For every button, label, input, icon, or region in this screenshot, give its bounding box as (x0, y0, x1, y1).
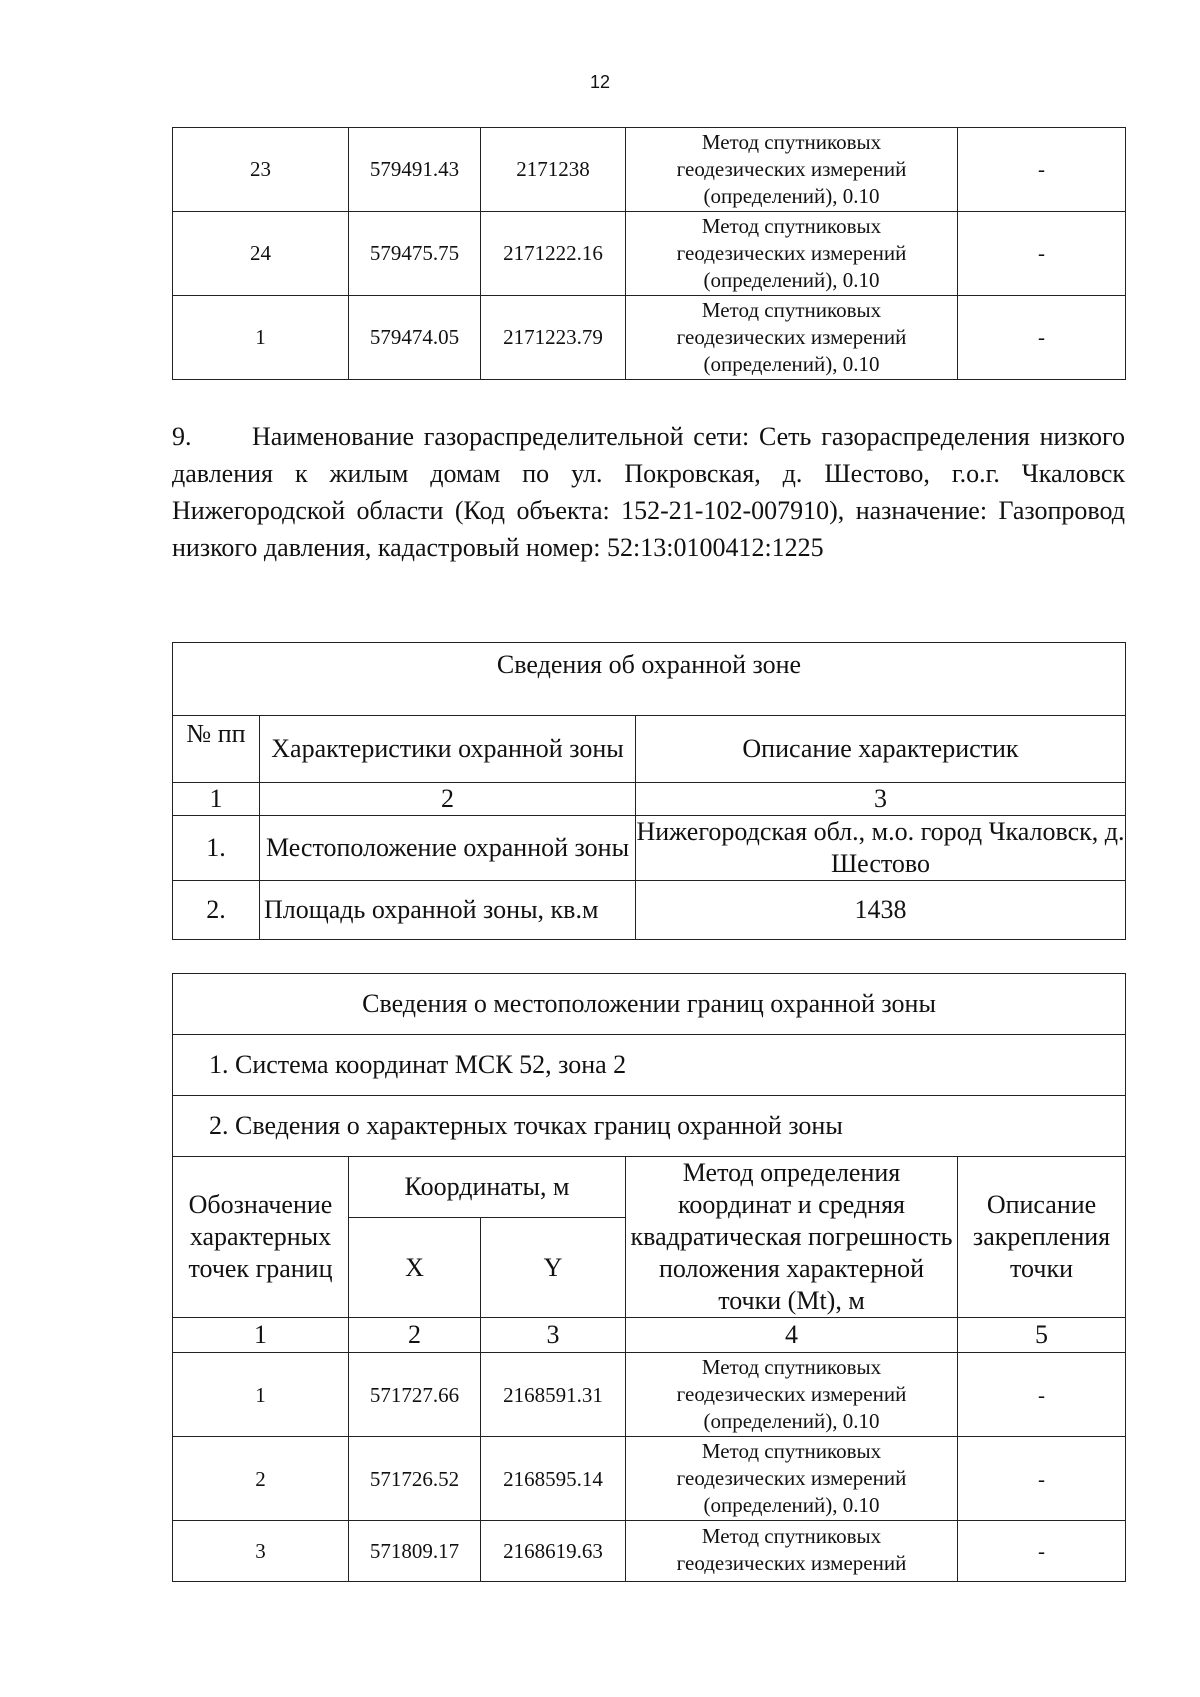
header-characteristic: Характеристики охранной зоны (260, 716, 636, 783)
header-x: X (349, 1218, 481, 1318)
boundary-points-table (172, 973, 1126, 1582)
y-cell: 2171238 (481, 128, 626, 212)
network-description-paragraph (172, 418, 1125, 566)
header-coordinates: Координаты, м (349, 1157, 626, 1218)
index-cell: 2 (349, 1318, 481, 1353)
fix-cell: - (958, 1521, 1126, 1582)
x-cell: 579491.43 (349, 128, 481, 212)
points-table-continued (172, 127, 1126, 380)
zone-info-title: Сведения об охранной зоне (173, 643, 1126, 716)
x-cell: 571727.66 (349, 1353, 481, 1437)
fix-cell: - (958, 1353, 1126, 1437)
row-description: 1438 (636, 881, 1126, 940)
x-cell: 571726.52 (349, 1437, 481, 1521)
point-cell: 3 (173, 1521, 349, 1582)
row-num: 2. (173, 881, 260, 940)
fix-cell: - (958, 1437, 1126, 1521)
point-cell: 1 (173, 1353, 349, 1437)
header-designation: Обозначение характерных точек границ (173, 1157, 349, 1318)
header-method: Метод определения координат и средняя квадратическая погрешность положения характерной точки (Mt), м (626, 1157, 958, 1318)
y-cell: 2168591.31 (481, 1353, 626, 1437)
table-row (173, 881, 1126, 940)
x-cell: 579474.05 (349, 296, 481, 380)
index-cell: 3 (636, 783, 1126, 816)
y-cell: 2171223.79 (481, 296, 626, 380)
table-row (173, 296, 1126, 380)
table-row (173, 212, 1126, 296)
index-cell: 4 (626, 1318, 958, 1353)
method-cell: Метод спутниковых геодезических измерений (определений), 0.10 (626, 1353, 958, 1437)
row-description: Нижегородская обл., м.о. город Чкаловск, д. Шестово (636, 816, 1126, 881)
index-cell: 2 (260, 783, 636, 816)
y-cell: 2168619.63 (481, 1521, 626, 1582)
zone-info-table (172, 642, 1126, 940)
header-fix: Описание закрепления точки (958, 1157, 1126, 1318)
index-cell: 1 (173, 1318, 349, 1353)
header-description: Описание характеристик (636, 716, 1126, 783)
paragraph-number: 9. (172, 422, 192, 451)
header-y: Y (481, 1218, 626, 1318)
point-cell: 24 (173, 212, 349, 296)
table-row (173, 1521, 1126, 1582)
boundary-info-title: Сведения о местоположении границ охранной зоны (173, 974, 1126, 1035)
row-num: 1. (173, 816, 260, 881)
paragraph-text: Наименование газораспределительной сети: Сеть газораспределения низкого давления к жилым домам по ул. Покровская, д. Шестово, г.о.г. Чкаловск Нижегородской области (Код объекта: 152-21-102-007910), назначение: Газопровод низкого давления, кадастровый номер: 52:13:0100412:1225 (172, 422, 1125, 562)
coord-system: 1. Система координат МСК 52, зона 2 (173, 1035, 1126, 1096)
table-row (173, 816, 1126, 881)
x-cell: 571809.17 (349, 1521, 481, 1582)
index-cell: 5 (958, 1318, 1126, 1353)
points-section-title: 2. Сведения о характерных точках границ охранной зоны (173, 1096, 1126, 1157)
method-cell: Метод спутниковых геодезических измерений (определений), 0.10 (626, 128, 958, 212)
fix-cell: - (958, 296, 1126, 380)
method-cell: Метод спутниковых геодезических измерений (определений), 0.10 (626, 296, 958, 380)
table-row (173, 1353, 1126, 1437)
point-cell: 1 (173, 296, 349, 380)
header-num: № пп (173, 716, 260, 783)
page-number: 12 (589, 72, 611, 92)
y-cell: 2171222.16 (481, 212, 626, 296)
fix-cell: - (958, 128, 1126, 212)
index-cell: 1 (173, 783, 260, 816)
row-characteristic: Площадь охранной зоны, кв.м (260, 881, 636, 940)
table-row (173, 128, 1126, 212)
table-row (173, 1437, 1126, 1521)
index-cell: 3 (481, 1318, 626, 1353)
y-cell: 2168595.14 (481, 1437, 626, 1521)
row-characteristic: Местоположение охранной зоны (260, 816, 636, 881)
method-cell: Метод спутниковых геодезических измерений (определений), 0.10 (626, 1437, 958, 1521)
x-cell: 579475.75 (349, 212, 481, 296)
fix-cell: - (958, 212, 1126, 296)
method-cell: Метод спутниковых геодезических измерений (626, 1521, 958, 1582)
point-cell: 23 (173, 128, 349, 212)
method-cell: Метод спутниковых геодезических измерений (определений), 0.10 (626, 212, 958, 296)
point-cell: 2 (173, 1437, 349, 1521)
